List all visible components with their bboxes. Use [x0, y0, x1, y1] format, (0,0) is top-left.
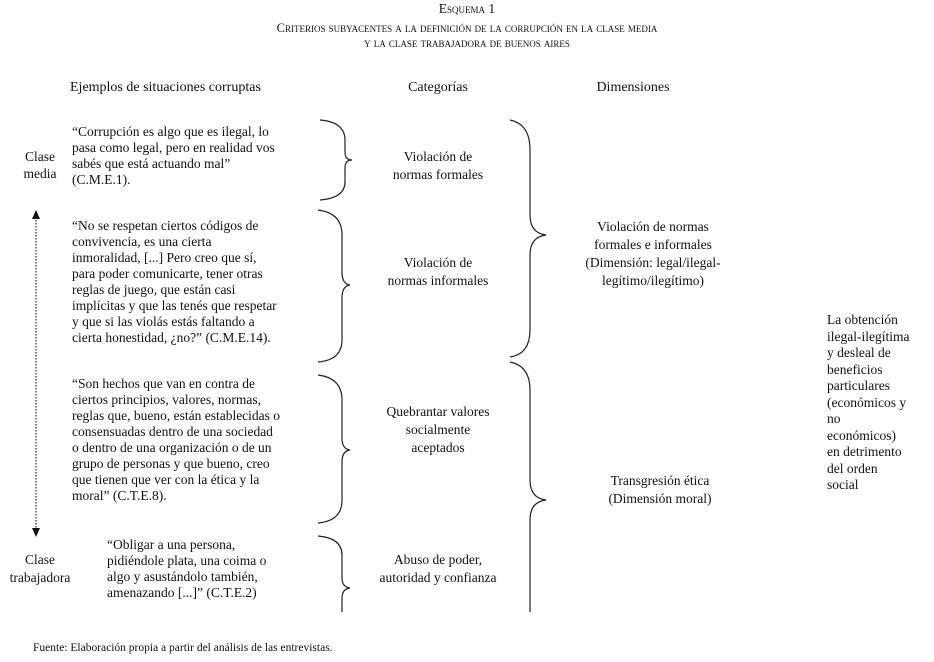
text-line: o dentro de una organización o de un [72, 440, 272, 455]
text-line: para poder comunicarte, tener otras [72, 266, 263, 281]
text-line: sabés que está actuando mal” [72, 156, 231, 171]
text-line: en detrimento [827, 444, 902, 459]
text-line: (económicos y [827, 394, 907, 410]
header-dimensions: Dimensiones [596, 80, 670, 95]
text-line: grupo de personas y que bueno, creo [72, 456, 270, 471]
text-line: social [827, 477, 859, 492]
text-line: amenazando [...]” (C.T.E.2) [107, 585, 257, 600]
brace-3 [318, 375, 350, 523]
figure-title-line1: Criterios subyacentes a la definición de la corrupción en la clase media [276, 21, 658, 35]
text-line: Violación de [403, 149, 473, 164]
brace-dimension-moral [510, 362, 546, 612]
text-line: normas informales [387, 273, 489, 288]
text-line: “No se respetan ciertos códigos de [72, 218, 259, 233]
text-line: reglas de juego, que están casi [72, 282, 236, 297]
figure-label: Esquema 1 [438, 1, 496, 16]
text-line: beneficios [827, 361, 883, 377]
text-line: autoridad y confianza [379, 570, 497, 585]
text-line: pasa como legal, pero en realidad vos [72, 140, 275, 155]
header-examples: Ejemplos de situaciones corruptas [70, 80, 261, 95]
arrow-up-icon [32, 210, 40, 219]
text-line: y desleal de [827, 345, 891, 360]
class-media-label: Clase media [23, 149, 57, 181]
text-line: (C.M.E.1). [72, 172, 131, 187]
text-line: pidiéndole plata, una coima o [107, 553, 267, 568]
text-line: (Dimensión moral) [608, 491, 712, 506]
text-line: convivencia, es una cierta [72, 234, 212, 249]
brace-1 [320, 120, 352, 200]
text-line: Transgresión ética [610, 473, 710, 488]
text-line: formales e informales [594, 237, 712, 252]
arrow-down-icon [32, 528, 40, 537]
figure-title-line2: y la clase trabajadora de buenos aires [364, 36, 570, 50]
text-line: implícitas y que las tenés que respetar [72, 298, 277, 313]
text-line: no [827, 411, 841, 426]
text-line: Abuso de poder, [393, 552, 483, 567]
text-line: del orden [827, 460, 878, 476]
text-line: Quebrantar valores [386, 404, 490, 419]
text-line: reglas que, bueno, están establecidas o [72, 408, 281, 423]
text-line: normas formales [392, 167, 484, 182]
text-line: (Dimensión: legal/ilegal- [585, 255, 721, 270]
text-line: “Corrupción es algo que es ilegal, lo [72, 124, 269, 139]
brace-4 [318, 536, 350, 612]
text-line: consensuadas dentro de una sociedad [72, 424, 273, 439]
source-note: Fuente: Elaboración propia a partir del análisis de las entrevistas. [33, 642, 333, 654]
text-line: Violación de [403, 255, 473, 270]
text-line: ciertos principios, valores, normas, [72, 392, 261, 407]
text-line: algo y asustándolo también, [107, 569, 258, 584]
brace-2 [318, 210, 350, 362]
text-line: particulares [827, 378, 890, 393]
text-line: La obtención [827, 312, 898, 327]
class-trabajadora-label: Clase trabajadora [9, 552, 71, 585]
text-line: “Obligar a una persona, [107, 537, 236, 552]
text-line: “Son hechos que van en contra de [72, 376, 255, 391]
text-line: socialmente [405, 422, 471, 437]
text-line: moral” (C.T.E.8). [72, 488, 167, 503]
text-line: inmoralidad, [...] Pero creo que sí, [72, 250, 257, 265]
text-line: económicos) [827, 427, 896, 443]
text-line: cierta honestidad, ¿no?” (C.M.E.14). [72, 330, 271, 345]
text-line: ilegal-ilegítima [827, 328, 910, 344]
text-line: y que si las violás estás faltando a [72, 314, 255, 329]
text-line: Violación de normas [597, 219, 709, 234]
text-line: que tienen que ver con la ética y la [72, 472, 260, 487]
text-line: legítimo/ilegítimo) [602, 273, 704, 288]
brace-dimension-legal [510, 120, 546, 357]
header-categories: Categorías [408, 80, 468, 95]
text-line: aceptados [411, 440, 465, 455]
